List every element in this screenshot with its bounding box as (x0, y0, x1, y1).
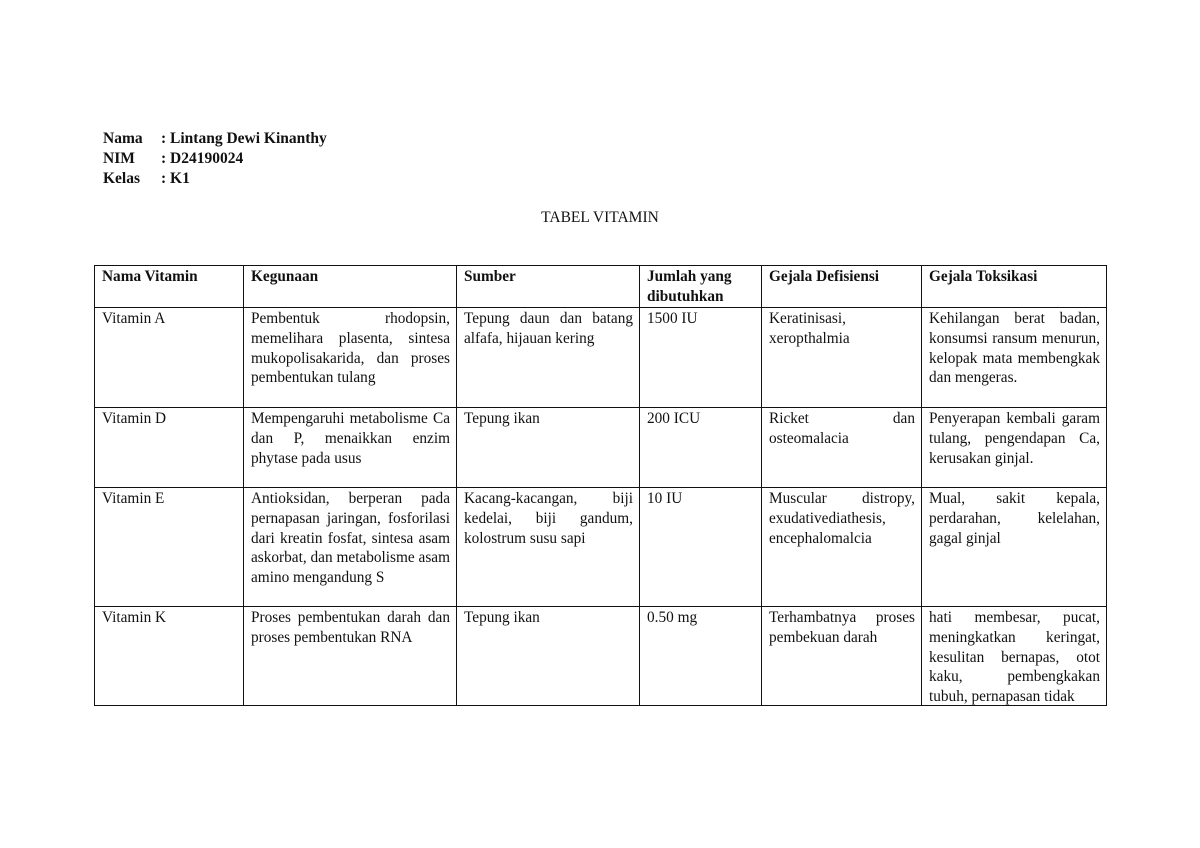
table-row (95, 408, 1107, 488)
table-cell (95, 308, 244, 408)
table-cell (244, 607, 457, 706)
cell-text: Penyerapan kembali garam tulang, pengendapan Ca, kerusakan ginjal. (929, 410, 1100, 467)
table-cell (457, 607, 640, 706)
cell-text: Terhambatnya proses pembekuan darah (769, 609, 915, 646)
cell-text: Keratinisasi, xeropthalmia (769, 310, 850, 347)
cell-text: Tepung ikan (464, 609, 540, 626)
table-cell (640, 408, 762, 488)
info-row-kelas (103, 169, 327, 189)
cell-text: Antioksidan, berperan pada pernapasan jaringan, fosforilasi dari kreatin fosfat, sintesa asam askorbat, dan metabolisme asam amino mengandung S (251, 490, 450, 587)
cell-text: Kehilangan berat badan, konsumsi ransum menurun, kelopak mata membengkak dan mengeras. (929, 310, 1100, 387)
table-cell (922, 408, 1107, 488)
table-cell (95, 408, 244, 488)
cell-text: Tepung ikan (464, 410, 540, 427)
cell-text: 1500 IU (647, 310, 698, 327)
info-label: Nama (103, 130, 143, 147)
table-cell (244, 488, 457, 607)
table-cell (244, 308, 457, 408)
student-info (103, 129, 327, 189)
cell-text: Kacang-kacangan, biji kedelai, biji gandum, kolostrum susu sapi (464, 490, 633, 547)
vitamin-table (94, 265, 1107, 706)
table-cell (762, 607, 922, 706)
info-value: : Lintang Dewi Kinanthy (161, 130, 327, 147)
cell-text: Mual, sakit kepala, perdarahan, kelelahan, gagal ginjal (929, 490, 1100, 547)
cell-text: Pembentuk rhodopsin, memelihara plasenta, sintesa mukopolisakarida, dan proses pembentukan tulang (251, 310, 450, 387)
cell-text: Vitamin K (102, 609, 167, 626)
cell-text: Mempengaruhi metabolisme Ca dan P, menaikkan enzim phytase pada usus (251, 410, 450, 467)
cell-text: hati membesar, pucat, meningkatkan keringat, kesulitan bernapas, otot kaku, pembengkakan tubuh, pernapasan tidak (929, 609, 1100, 705)
cell-text: 200 ICU (647, 410, 701, 427)
info-label: NIM (103, 150, 135, 167)
cell-text: Proses pembentukan darah dan proses pembentukan RNA (251, 609, 450, 646)
column-header: Gejala Defisiensi (762, 266, 922, 308)
table-cell (762, 308, 922, 408)
table-cell (762, 408, 922, 488)
table-cell (922, 607, 1107, 706)
table-cell (640, 308, 762, 408)
info-row-nim (103, 149, 327, 169)
cell-text: Muscular distropy, exudativediathesis, encephalomalcia (769, 490, 915, 547)
info-label: Kelas (103, 170, 141, 187)
cell-text: Vitamin E (102, 490, 165, 507)
column-header: Kegunaan (244, 266, 457, 308)
cell-text: Ricket dan osteomalacia (769, 410, 915, 447)
table-cell (457, 408, 640, 488)
table-cell (762, 488, 922, 607)
table-cell (95, 607, 244, 706)
table-cell (922, 488, 1107, 607)
table-cell (922, 308, 1107, 408)
table-row (95, 308, 1107, 408)
table-cell (640, 488, 762, 607)
table-row (95, 607, 1107, 706)
info-value: : D24190024 (161, 150, 244, 167)
cell-text: Tepung daun dan batang alfafa, hijauan kering (464, 310, 633, 347)
column-header: Sumber (457, 266, 640, 308)
table-cell (244, 408, 457, 488)
document-title: TABEL VITAMIN (541, 209, 659, 226)
info-row-nama (103, 129, 327, 149)
column-header: Nama Vitamin (95, 266, 244, 308)
info-value: : K1 (161, 170, 190, 187)
cell-text: Vitamin A (102, 310, 166, 327)
table-cell (457, 308, 640, 408)
table-header-row (95, 266, 1107, 308)
table-row (95, 488, 1107, 607)
cell-text: 10 IU (647, 490, 683, 507)
table-cell (95, 488, 244, 607)
cell-text: Vitamin D (102, 410, 167, 427)
column-header: Jumlah yang dibutuhkan (640, 266, 762, 308)
table-cell (640, 607, 762, 706)
column-header: Gejala Toksikasi (922, 266, 1107, 308)
cell-text: 0.50 mg (647, 609, 698, 626)
table-cell (457, 488, 640, 607)
